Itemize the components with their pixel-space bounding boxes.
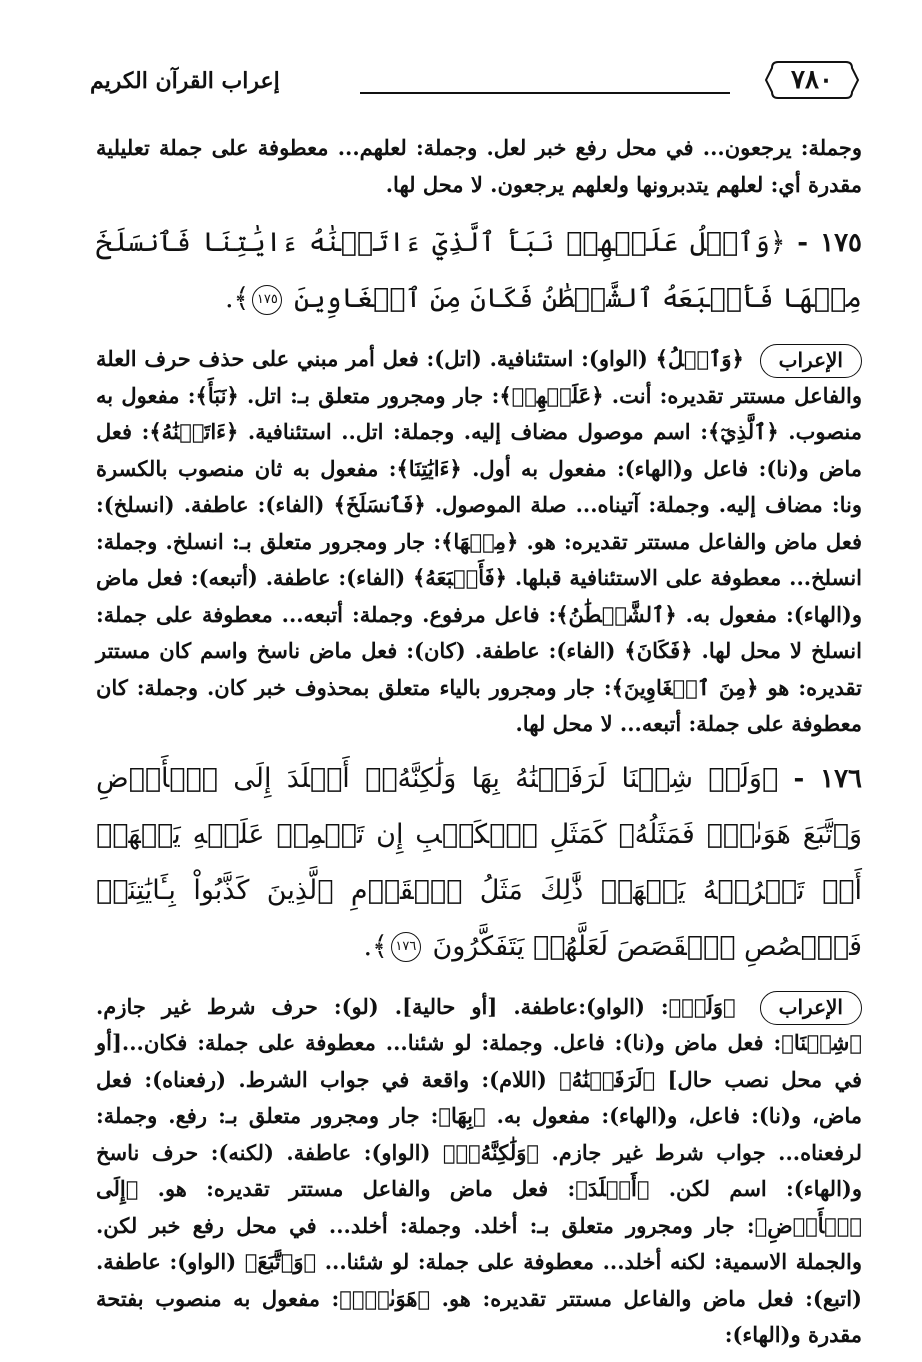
intro-paragraph: وجملة: يرجعون... في محل رفع خبر لعل. وجملة: لعلهم... معطوفة على جملة تعليلية مقدرة أي: لعلهم يتدبرونها ولعلهم يرجعون. لا محل لها. bbox=[96, 135, 862, 197]
irab-175 bbox=[96, 341, 862, 743]
verse-end-marker: ١٧٥ bbox=[252, 285, 282, 315]
page-number: ٧٨٠ bbox=[791, 65, 833, 95]
verse-closing: ﴾. bbox=[363, 930, 388, 962]
irab-text: ﴿وَٱتۡلُ﴾ (الواو): استئنافية. (اتل): فعل أمر مبني على حذف حرف العلة والفاعل مستتر تقديره: أنت. ﴿عَلَيۡهِمۡ﴾: جار ومجرور متعلق بـ: اتل. ﴿نَبَأَ﴾: مفعول به منصوب. ﴿ٱلَّذِيٓ﴾: اسم موصول مضاف إليه. وجملة: اتل.. استئنافية. ﴿ءَاتَيۡنَٰهُ﴾: فعل ماض و(نا): فاعل و(الهاء): مفعول به أول. ﴿ءَايَٰتِنَا﴾: مفعول به ثان منصوب بالكسرة ونا: مضاف إليه. وجملة: آتيناه... صلة الموصول. ﴿فَٱنسَلَخَ﴾ (الفاء): عاطفة. (انسلخ): فعل ماض والفاعل مستتر تقديره: هو. ﴿مِنۡهَا﴾: جار ومجرور متعلق بـ: انسلخ. وجملة: انسلخ... معطوفة على الاستئنافية قبلها. ﴿فَأَتۡبَعَهُ﴾ (الفاء): عاطفة. (أتبعه): فعل ماض و(الهاء): مفعول به. ﴿ٱلشَّيۡطَٰنُ﴾: فاعل مرفوع. وجملة: أتبعه... معطوفة على جملة: انسلخ لا محل لها. ﴿فَكَانَ﴾ (الفاء): عاطفة. (كان): فعل ماض ناسخ واسم كان مستتر تقديره: هو ﴿مِنَ ٱلۡغَاوِينَ﴾: جار ومجرور بالياء متعلق بمحذوف خبر كان. وجملة: كان معطوفة على جملة: أتبعه... لا محل لها. bbox=[96, 346, 862, 736]
verse-number: ١٧٦ - bbox=[793, 763, 863, 794]
verse-number: ١٧٥ - bbox=[797, 228, 863, 258]
verse-text: ﴿وَلَوۡ شِئۡنَا لَرَفَعۡنَٰهُ بِهَا وَلَٰكِنَّهُۥٓ أَخۡلَدَ إِلَى ٱلۡأَرۡضِ وَٱتَّبَعَ هَوَىٰهُۚ فَمَثَلُهُۥ كَمَثَلِ ٱلۡكَلۡبِ إِن تَحۡمِلۡ عَلَيۡهِ يَلۡهَثۡ أَوۡ تَتۡرُكۡهُ يَلۡهَثۚ ذَّٰلِكَ مَثَلُ ٱلۡقَوۡمِ ٱلَّذِينَ كَذَّبُواْ بِـَٔايَٰتِنَاۚ فَٱقۡصُصِ ٱلۡقَصَصَ لَعَلَّهُمۡ يَتَفَكَّرُونَ bbox=[96, 762, 862, 962]
irab-label: الإعراب bbox=[760, 344, 862, 378]
verse-closing: ﴾. bbox=[224, 283, 250, 314]
irab-label: الإعراب bbox=[760, 991, 862, 1025]
irab-text: ﴿وَلَوۡ﴾: (الواو):عاطفة. [أو حالية]. (لو): حرف شرط غير جازم. ﴿شِئۡنَا﴾: فعل ماض و(نا): فاعل. وجملة: لو شئنا... معطوفة على جملة: فكان...[أو في محل نصب حال] ﴿لَرَفَعۡنَٰهُ﴾ (اللام): واقعة في جواب الشرط. (رفعناه): فعل ماض، و(نا): فاعل، و(الهاء): مفعول به. ﴿بِهَا﴾: جار ومجرور متعلق بـ: رفع. وجملة: لرفعناه... جواب شرط غير جازم. ﴿وَلَٰكِنَّهُۥٓ﴾ (الواو): عاطفة. (لكنه): حرف ناسخ و(الهاء): اسم لكن. ﴿أَخۡلَدَ﴾: فعل ماض والفاعل مستتر تقديره: هو. ﴿إِلَى ٱلۡأَرۡضِ﴾: جار ومجرور متعلق بـ: أخلد. وجملة: أخلد... في محل رفع خبر لكن. والجملة الاسمية: لكنه أخلد... معطوفة على جملة: لو شئنا... ﴿وَٱتَّبَعَ﴾ (الواو): عاطفة. (اتبع): فعل ماض والفاعل مستتر تقديره: هو. ﴿هَوَىٰهُۚ﴾: مفعول به منصوب بفتحة مقدرة و(الهاء): bbox=[96, 993, 862, 1347]
irab-176 bbox=[96, 989, 862, 1354]
verse-text: ﴿وَٱتۡلُ عَلَيۡهِمۡ نَبَأَ ٱلَّذِيٓ ءَاتَيۡنَٰهُ ءَايَٰتِنَا فَٱنسَلَخَ مِنۡهَا فَأَتۡبَعَهُ ٱلشَّيۡطَٰنُ فَكَانَ مِنَ ٱلۡغَاوِينَ bbox=[96, 227, 862, 314]
verse-end-marker: ١٧٦ bbox=[391, 932, 421, 962]
page-content bbox=[96, 130, 862, 1362]
verse-175 bbox=[96, 215, 862, 327]
book-title: إعراب القرآن الكريم bbox=[90, 68, 280, 94]
verse-176 bbox=[96, 751, 862, 975]
page-number-frame bbox=[764, 58, 860, 102]
page-header bbox=[90, 58, 860, 108]
header-rule bbox=[360, 92, 730, 94]
